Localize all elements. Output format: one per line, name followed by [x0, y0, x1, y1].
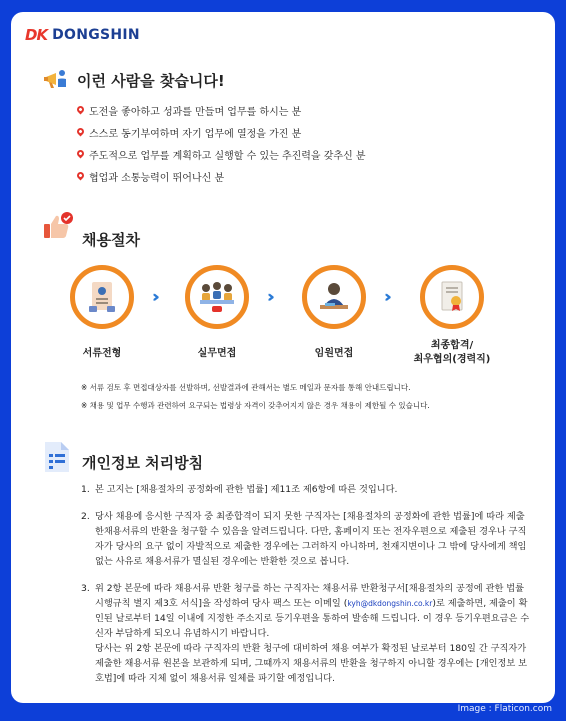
policy-number: 2. — [81, 511, 90, 522]
step-label: 최종합격/ 최우협의(경력직) — [413, 340, 491, 365]
wanted-list — [77, 99, 366, 187]
step-arrow-icon: ››› — [384, 287, 386, 306]
wanted-item — [77, 121, 366, 143]
step-label: 서류전형 — [82, 348, 122, 359]
policy-text — [95, 581, 531, 686]
pin-icon — [76, 170, 86, 180]
certificate-icon — [434, 279, 470, 315]
policy-text-part: 위 2항 본문에 따라 채용서류 반환 청구를 하는 구직자는 채용서류 반환청구서[채용절차의 공정에 관한 법률 시행규칙 별지 제3호 서식]을 작성하여 당사 팩스 또는 이메일 ( — [95, 583, 525, 609]
wanted-item-text: 협업과 소통능력이 뛰어나신 분 — [89, 172, 225, 184]
step-executive-interview — [292, 265, 376, 361]
policy-text-part: )로 제출하면, 제출이 확인된 날로부터 14일 이내에 지정한 주소지로 등기우편을 통하여 발송해 드립니다. 이 경우 등기우편요금은 수신자 부담하게 되오니 유념하시기 바랍니다. — [95, 598, 530, 639]
email-link[interactable]: kyh@dkdongshin.co.kr — [347, 599, 433, 608]
wanted-item — [77, 99, 366, 121]
policy-item — [81, 581, 531, 686]
step-document-screening — [60, 265, 144, 361]
step-arrow-icon: ››› — [152, 287, 154, 306]
document-review-icon — [84, 279, 120, 315]
note-line: ※ 채용 및 업무 수행과 관련하여 요구되는 법령상 자격이 갖추어지지 않은 경우 채용이 제한될 수 있습니다. — [81, 401, 430, 410]
wanted-item-text: 주도적으로 업무를 계획하고 실행할 수 있는 추진력을 갖추신 분 — [89, 150, 366, 162]
wanted-item — [77, 143, 366, 165]
recruitment-notice-card — [11, 12, 555, 703]
document-list-icon — [42, 440, 72, 474]
step-final-offer — [410, 265, 494, 367]
step-arrow-icon: ››› — [267, 287, 269, 306]
step-circle — [185, 265, 249, 329]
step-circle — [420, 265, 484, 329]
step-circle — [302, 265, 366, 329]
logo-mark: DK — [25, 26, 48, 44]
process-steps — [60, 265, 500, 375]
policy-number: 1. — [81, 484, 90, 495]
wanted-item — [77, 165, 366, 187]
step-label: 실무면접 — [197, 348, 237, 359]
megaphone-icon — [43, 66, 69, 92]
process-title: 채용절차 — [82, 231, 140, 249]
policy-text-part: 당사는 위 2항 본문에 따라 구직자의 반환 청구에 대비하여 채용 여부가 확정된 날로부터 180일 간 구직자가 제출한 채용서류 원본을 보관하게 되며, 그때까지 채용서류의 반환을 청구하지 아니할 경우에는 [개인정보 보호법]에 따라 지체 없이 채용서류 일체를 파기할 예정입니다. — [95, 643, 528, 684]
logo-name: DONGSHIN — [52, 27, 140, 43]
policy-item — [81, 482, 531, 497]
note-line: ※ 서류 검토 후 면접대상자를 선발하며, 선발결과에 관해서는 별도 메일과 문자를 통해 안내드립니다. — [81, 383, 411, 392]
wanted-item-text: 스스로 동기부여하며 자기 업무에 열정을 가진 분 — [89, 128, 302, 140]
policy-text: 당사 채용에 응시한 구직자 중 최종합격이 되지 못한 구직자는 [채용절차의 공정화에 관한 법률]에 따라 제출한채용서류의 반환을 청구할 수 있음을 알려드립니다. 다만, 홈페이지 또는 전자우편으로 제출된 경우나 구직자가 당사의 요구 없이 자발적으로 제출한 경우에는 그러하지 아니하며, 천재지변이나 그 밖에 당사에게 책임없는 사유로 채용서류가 멸실된 경우에는 반환한 것으로 봅니다. — [95, 511, 527, 567]
company-logo — [25, 26, 140, 44]
pin-icon — [76, 126, 86, 136]
image-credit: Image : Flaticon.com — [457, 704, 552, 714]
privacy-policy-list — [81, 482, 531, 698]
policy-text: 본 고지는 [채용절차의 공정화에 관한 법률] 제11조 제6항에 따른 것입니다. — [95, 484, 398, 495]
pin-icon — [76, 148, 86, 158]
thumbs-up-icon — [41, 209, 75, 243]
step-circle — [70, 265, 134, 329]
policy-number: 3. — [81, 583, 90, 594]
process-notes — [81, 379, 430, 415]
pin-icon — [76, 104, 86, 114]
policy-item — [81, 509, 531, 569]
privacy-title: 개인정보 처리방침 — [82, 454, 204, 472]
step-label: 임원면접 — [314, 348, 354, 359]
wanted-title: 이런 사람을 찾습니다! — [77, 72, 225, 90]
step-practical-interview — [175, 265, 259, 361]
meeting-table-icon — [197, 279, 237, 315]
wanted-item-text: 도전을 좋아하고 성과를 만들며 업무를 하시는 분 — [89, 106, 302, 118]
executive-interview-icon — [316, 279, 352, 315]
